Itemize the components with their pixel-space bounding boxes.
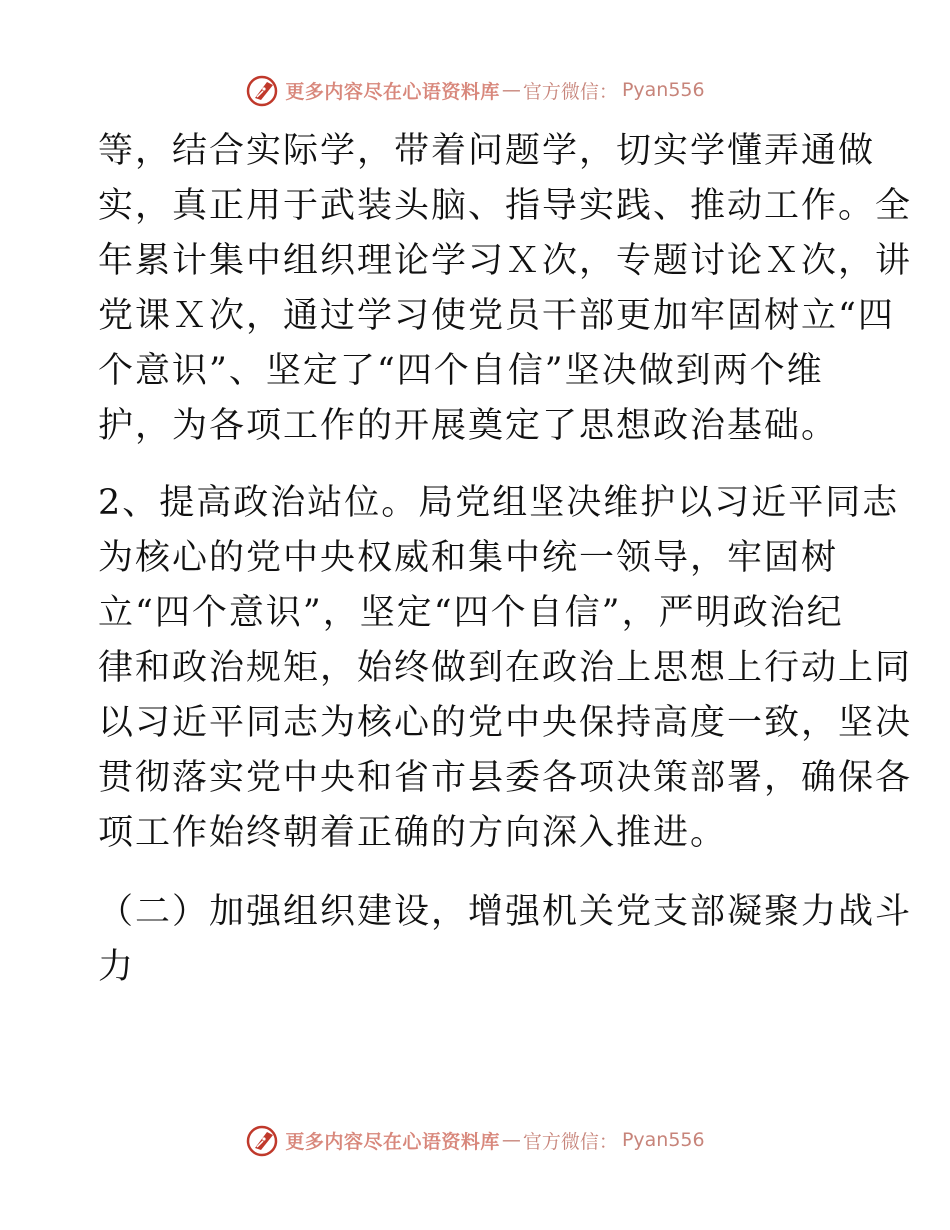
paragraph-line: 等，结合实际学，带着问题学，切实学懂弄通做	[98, 131, 876, 171]
banner-title: 更多内容尽在心语资料库	[285, 1130, 500, 1153]
document-body	[98, 124, 913, 995]
paragraph-line: 项工作始终朝着正确的方向深入推进。	[98, 813, 728, 853]
paragraph-line: 贯彻落实党中央和省市县委各项决策部署，确保各	[98, 758, 913, 798]
paragraph-line: 律和政治规矩，始终做到在政治上思想上行动上同	[98, 648, 913, 688]
paragraph-line: 2、提高政治站位。局党组坚决维护以习近平同志	[98, 483, 900, 523]
banner-title: 更多内容尽在心语资料库	[285, 80, 500, 103]
banner-wechat-id: Pyan556	[621, 79, 705, 101]
paragraph-line: 实，真正用于武装头脑、指导实践、推动工作。全	[98, 186, 913, 226]
paragraph-line: 党课Ｘ次，通过学习使党员干部更加牢固树立“四	[98, 296, 895, 336]
paragraph-line: 年累计集中组织理论学习Ｘ次，专题讨论Ｘ次，讲	[98, 241, 913, 281]
banner-wechat-label: 官方微信：	[522, 1130, 618, 1153]
banner-dash: —	[501, 79, 521, 101]
paragraph-line: 护，为各项工作的开展奠定了思想政治基础。	[98, 406, 839, 446]
pen-nib-circle-icon	[245, 72, 281, 108]
paragraph-line: 立“四个意识”，坚定“四个自信”，严明政治纪	[98, 593, 844, 633]
section-heading-line: （二）加强组织建设，增强机关党支部凝聚力战斗	[98, 892, 913, 932]
paragraph-line: 以习近平同志为核心的党中央保持高度一致，坚决	[98, 703, 913, 743]
banner-dash: —	[501, 1129, 521, 1151]
footer-banner	[0, 1120, 950, 1160]
section-heading-line: 力	[98, 947, 136, 987]
banner-wechat-id: Pyan556	[621, 1129, 705, 1151]
header-banner	[0, 70, 950, 110]
pen-nib-circle-icon	[245, 1122, 281, 1158]
paragraph-line: 个意识”、坚定了“四个自信”坚决做到两个维	[98, 351, 824, 391]
banner-wechat-label: 官方微信：	[522, 80, 618, 103]
paragraph-line: 为核心的党中央权威和集中统一领导，牢固树	[98, 538, 839, 578]
